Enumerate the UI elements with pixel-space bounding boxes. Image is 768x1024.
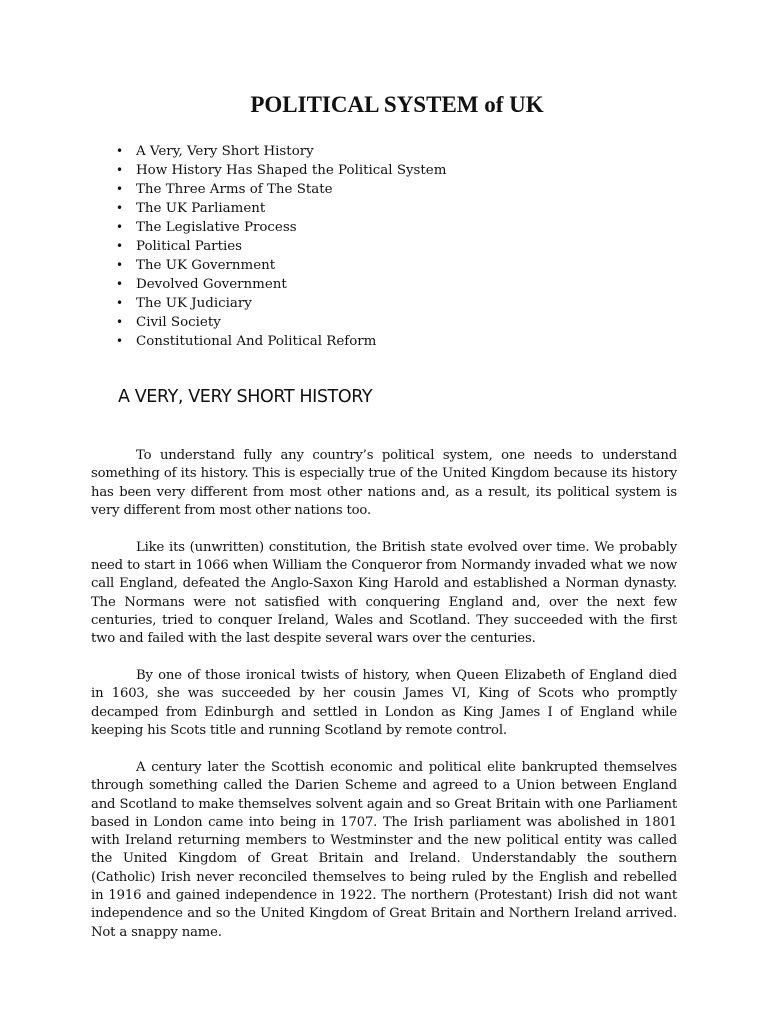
toc-item xyxy=(116,256,446,275)
bullet-icon: • xyxy=(116,258,124,272)
table-of-contents xyxy=(116,142,446,351)
toc-item-label: How History Has Shaped the Political System xyxy=(136,163,447,178)
paragraph: Like its (unwritten) constitution, the British state evolved over time. We probably need to start in 1066 when William the Conqueror from Normandy invaded what we now call England, defeated the Anglo-Saxon King Harold and established a Norman dynasty. The Normans were not satisfied with conquering England and, over the next few centuries, tried to conquer Ireland, Wales and Scotland. They succeeded with the first two and failed with the last despite several wars over the centuries. xyxy=(91,539,677,647)
toc-item xyxy=(116,199,446,218)
toc-item xyxy=(116,161,446,180)
toc-item-label: The UK Government xyxy=(136,258,276,273)
toc-item-label: The Three Arms of The State xyxy=(136,182,333,197)
toc-item xyxy=(116,275,446,294)
toc-item xyxy=(116,142,446,161)
toc-item-label: The UK Parliament xyxy=(136,201,266,216)
page-title: POLITICAL SYSTEM of UK xyxy=(250,92,544,117)
toc-item-label: Devolved Government xyxy=(136,277,287,292)
bullet-icon: • xyxy=(116,239,124,253)
toc-item-label: Constitutional And Political Reform xyxy=(136,334,377,349)
toc-item-label: The UK Judiciary xyxy=(136,296,252,311)
bullet-icon: • xyxy=(116,315,124,329)
paragraph: To understand fully any country’s political system, one needs to understand something of its history. This is especially true of the United Kingdom because its history has been very different from most other nations and, as a result, its political system is very different from most other nations too. xyxy=(91,448,677,518)
bullet-icon: • xyxy=(116,182,124,196)
toc-item-label: Civil Society xyxy=(136,315,221,330)
toc-item xyxy=(116,237,446,256)
bullet-icon: • xyxy=(116,296,124,310)
toc-item xyxy=(116,313,446,332)
bullet-icon: • xyxy=(116,277,124,291)
toc-item-label: A Very, Very Short History xyxy=(136,144,314,159)
toc-item-label: Political Parties xyxy=(136,239,243,254)
toc-item xyxy=(116,294,446,313)
toc-item xyxy=(116,332,446,351)
bullet-icon: • xyxy=(116,201,124,215)
toc-item xyxy=(116,180,446,199)
toc-item xyxy=(116,218,446,237)
bullet-icon: • xyxy=(116,144,124,158)
bullet-icon: • xyxy=(116,334,124,348)
paragraph: By one of those ironical twists of history, when Queen Elizabeth of England died in 1603, she was succeeded by her cousin James VI, King of Scots who promptly decamped from Edinburgh and settled in London as King James I of England while keeping his Scots title and running Scotland by remote control. xyxy=(91,668,677,739)
paragraph: A century later the Scottish economic and political elite bankrupted themselves through something called the Darien Scheme and agreed to a Union between England and Scotland to make themselves solvent again and so Great Britain with one Parliament based in London came into being in 1707. The Irish parliament was abolished in 1801 with Ireland returning members to Westminster and the new political entity was called the United Kingdom of Great Britain and Ireland. Understandably the southern (Catholic) Irish never reconciled themselves to being ruled by the English and rebelled in 1916 and gained independence in 1922. The northern (Protestant) Irish did not want independence and so the United Kingdom of Great Britain and Northern Ireland arrived. Not a snappy name. xyxy=(91,759,677,940)
toc-item-label: The Legislative Process xyxy=(136,220,297,235)
body-text xyxy=(91,447,677,961)
bullet-icon: • xyxy=(116,220,124,234)
section-heading: A VERY, VERY SHORT HISTORY xyxy=(118,387,373,407)
bullet-icon: • xyxy=(116,163,124,177)
